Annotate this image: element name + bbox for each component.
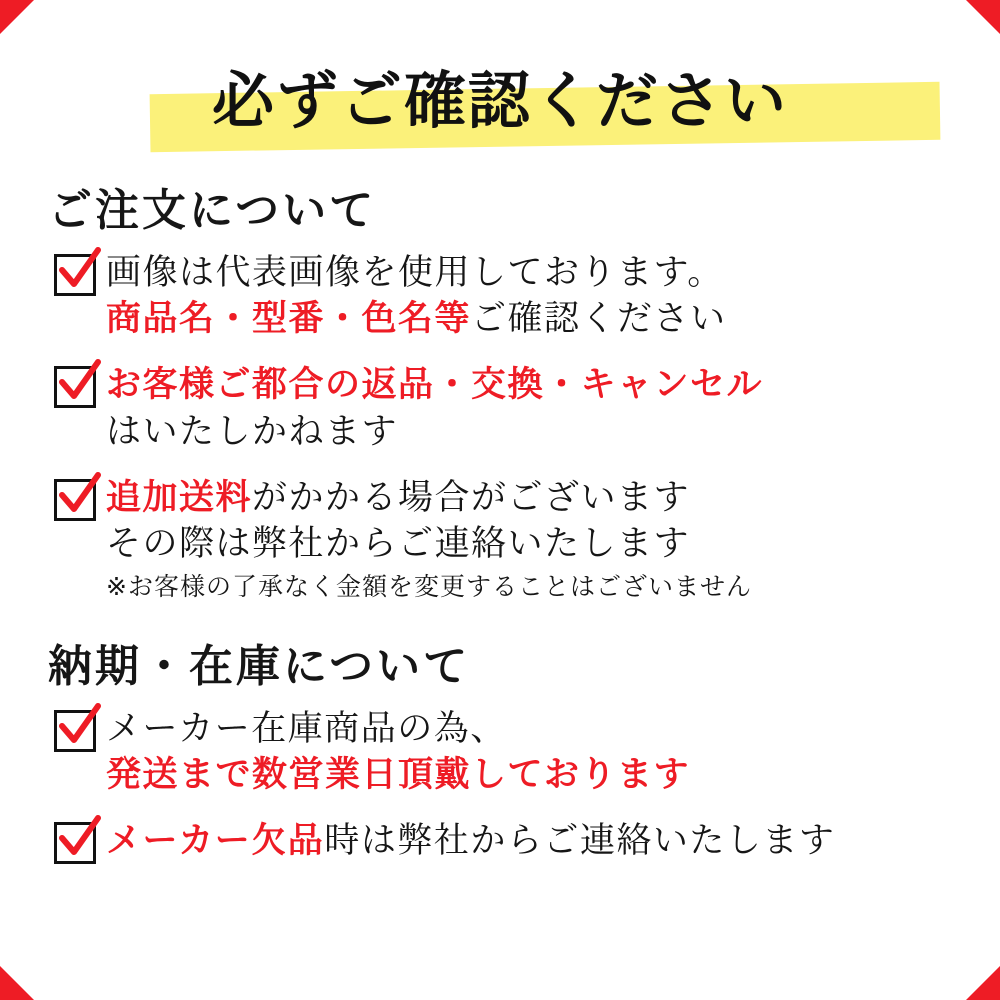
notice-item	[44, 362, 956, 454]
check-mark-icon	[56, 471, 102, 517]
notice-item	[44, 818, 956, 864]
notice-line	[106, 296, 956, 342]
notice-line	[106, 521, 956, 567]
body-text: 時は弊社からご連絡いたします	[324, 821, 836, 861]
check-mark-icon	[56, 246, 102, 292]
notice-item-text	[106, 706, 956, 798]
notice-item-text	[106, 362, 956, 454]
emphasis-text: メーカー欠品	[106, 821, 325, 861]
notice-line	[106, 706, 956, 752]
notice-line	[106, 362, 956, 408]
notice-line	[106, 752, 956, 798]
checkbox-checked-icon	[54, 366, 96, 408]
notice-item	[44, 250, 956, 342]
body-text: その際は弊社からご連絡いたします	[106, 523, 691, 564]
notice-footnote: ※お客様の了承なく金額を変更することはございません	[106, 572, 752, 602]
notice-line	[106, 818, 956, 864]
checkbox-checked-icon	[54, 254, 96, 296]
notice-item-text	[106, 475, 956, 604]
notice-item	[44, 475, 956, 604]
emphasis-text: 商品名・型番・色名等	[106, 299, 472, 340]
check-mark-icon	[56, 702, 102, 748]
emphasis-text: 発送まで数営業日頂戴しております	[106, 754, 691, 795]
sections-container	[44, 174, 956, 864]
emphasis-text: 追加送料	[106, 477, 253, 518]
checkbox-checked-icon	[54, 479, 96, 521]
body-text: メーカー在庫商品の為、	[106, 708, 507, 749]
checkbox-checked-icon	[54, 710, 96, 752]
notice-item-text	[106, 250, 956, 342]
section-heading: ご注文について	[48, 185, 377, 236]
body-text: 画像は代表画像を使用しております。	[106, 253, 724, 293]
emphasis-text: お客様ご都合の返品・交換・キャンセル	[106, 365, 764, 406]
page-title: 必ずご確認ください	[211, 64, 788, 137]
headline-block	[44, 48, 956, 160]
notice-line	[106, 475, 956, 521]
section-heading: 納期・在庫について	[48, 640, 471, 692]
notice-line	[106, 250, 956, 296]
check-mark-icon	[56, 358, 102, 404]
body-text: ご確認ください	[471, 299, 727, 340]
check-mark-icon	[56, 814, 102, 860]
body-text: がかかる場合がございます	[252, 477, 691, 518]
checkbox-checked-icon	[54, 822, 96, 864]
notice-line	[106, 409, 956, 455]
body-text: はいたしかねます	[106, 411, 399, 452]
notice-item	[44, 706, 956, 798]
notice-item-text	[106, 818, 956, 864]
